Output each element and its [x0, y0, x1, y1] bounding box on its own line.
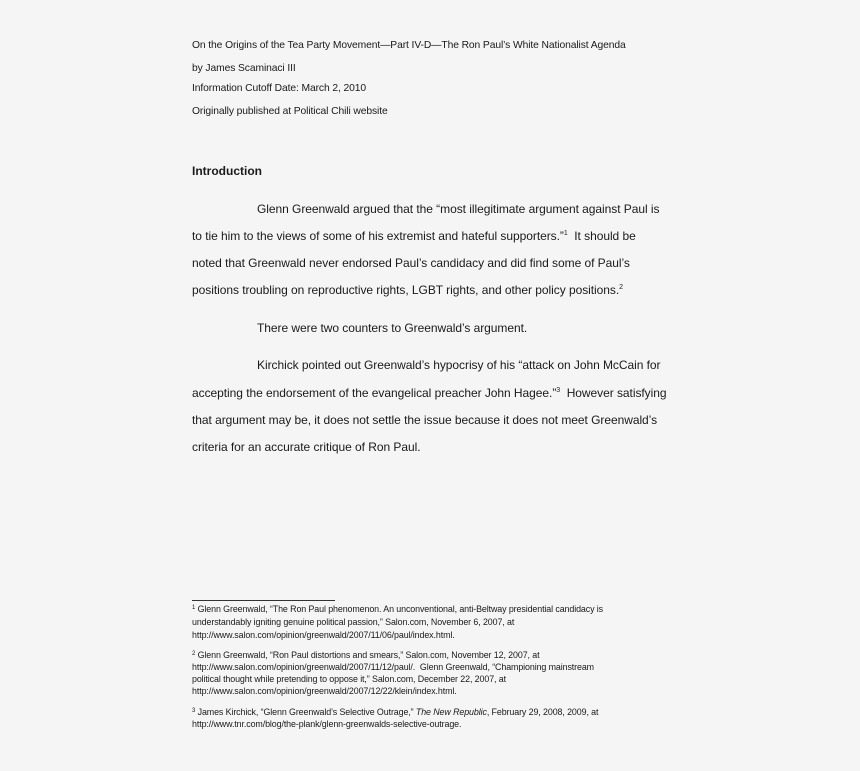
body-line: Kirchick pointed out Greenwald’s hypocrisy of his “attack on John McCain for — [257, 358, 661, 372]
publication-note: Originally published at Political Chili website — [192, 106, 388, 117]
footnote-number: 1 — [192, 605, 196, 611]
body-text: positions troubling on reproductive rights, LGBT rights, and other policy positions. — [192, 283, 620, 297]
footnote-link[interactable]: http://www.salon.com/opinion/greenwald/2007/11/06/paul/index.html. — [192, 630, 455, 640]
document-title: On the Origins of the Tea Party Movement—Part IV-D—The Ron Paul’s White Nationalist Agenda — [192, 40, 626, 51]
footnote-divider — [192, 600, 335, 601]
footnote-number: 3 — [192, 708, 196, 714]
body-line: criteria for an accurate critique of Ron Paul. — [192, 440, 421, 454]
footnote-ref[interactable]: 3 — [556, 387, 561, 394]
body-text: It should be — [567, 229, 636, 243]
footnote-link[interactable]: http://www.salon.com/opinion/greenwald/2007/11/12/paul/. Glenn Greenwald, “Championing mainstream — [192, 662, 594, 672]
body-line: that argument may be, it does not settle the issue because it does not meet Greenwald’s — [192, 413, 658, 427]
publication-name: The New Republic — [415, 707, 487, 717]
body-line — [192, 229, 636, 243]
footnote-1 — [192, 604, 603, 614]
footnote-line: political thought while pretending to oppose it,” Salon.com, December 22, 2007, at — [192, 674, 506, 684]
footnote-ref[interactable]: 2 — [619, 284, 623, 291]
author-line: by James Scaminaci III — [192, 63, 296, 74]
body-line: noted that Greenwald never endorsed Paul’s candidacy and did find some of Paul’s — [192, 256, 630, 270]
footnote-text: Glenn Greenwald, “The Ron Paul phenomenon. An unconventional, anti-Beltway presidential candidacy is — [195, 604, 604, 614]
footnote-2 — [192, 650, 539, 660]
body-line — [192, 283, 623, 297]
footnote-text: Glenn Greenwald, “Ron Paul distortions and smears,” Salon.com, November 12, 2007, at — [195, 650, 540, 660]
body-text: accepting the endorsement of the evangelical preacher John Hagee.” — [192, 386, 557, 400]
footnote-link[interactable]: http://www.tnr.com/blog/the-plank/glenn-greenwalds-selective-outrage. — [192, 719, 462, 729]
footnote-ref[interactable]: 1 — [563, 230, 568, 237]
body-text: However satisfying — [560, 386, 667, 400]
footnote-number: 2 — [192, 651, 196, 657]
footnote-line: understandably igniting genuine political passion,” Salon.com, November 6, 2007, at — [192, 617, 515, 627]
footnote-text: James Kirchick, “Glenn Greenwald’s Selective Outrage,” — [195, 707, 416, 717]
footnote-3 — [192, 707, 598, 717]
section-heading: Introduction — [192, 164, 262, 178]
cutoff-date: Information Cutoff Date: March 2, 2010 — [192, 83, 367, 94]
body-line: There were two counters to Greenwald’s argument. — [257, 321, 528, 335]
body-line — [192, 386, 667, 400]
body-line: Glenn Greenwald argued that the “most illegitimate argument against Paul is — [257, 202, 660, 216]
footnote-text: , February 29, 2008, 2009, at — [486, 707, 599, 717]
body-text: to tie him to the views of some of his extremist and hateful supporters.” — [192, 229, 564, 243]
footnote-link[interactable]: http://www.salon.com/opinion/greenwald/2007/12/22/klein/index.html. — [192, 686, 457, 696]
